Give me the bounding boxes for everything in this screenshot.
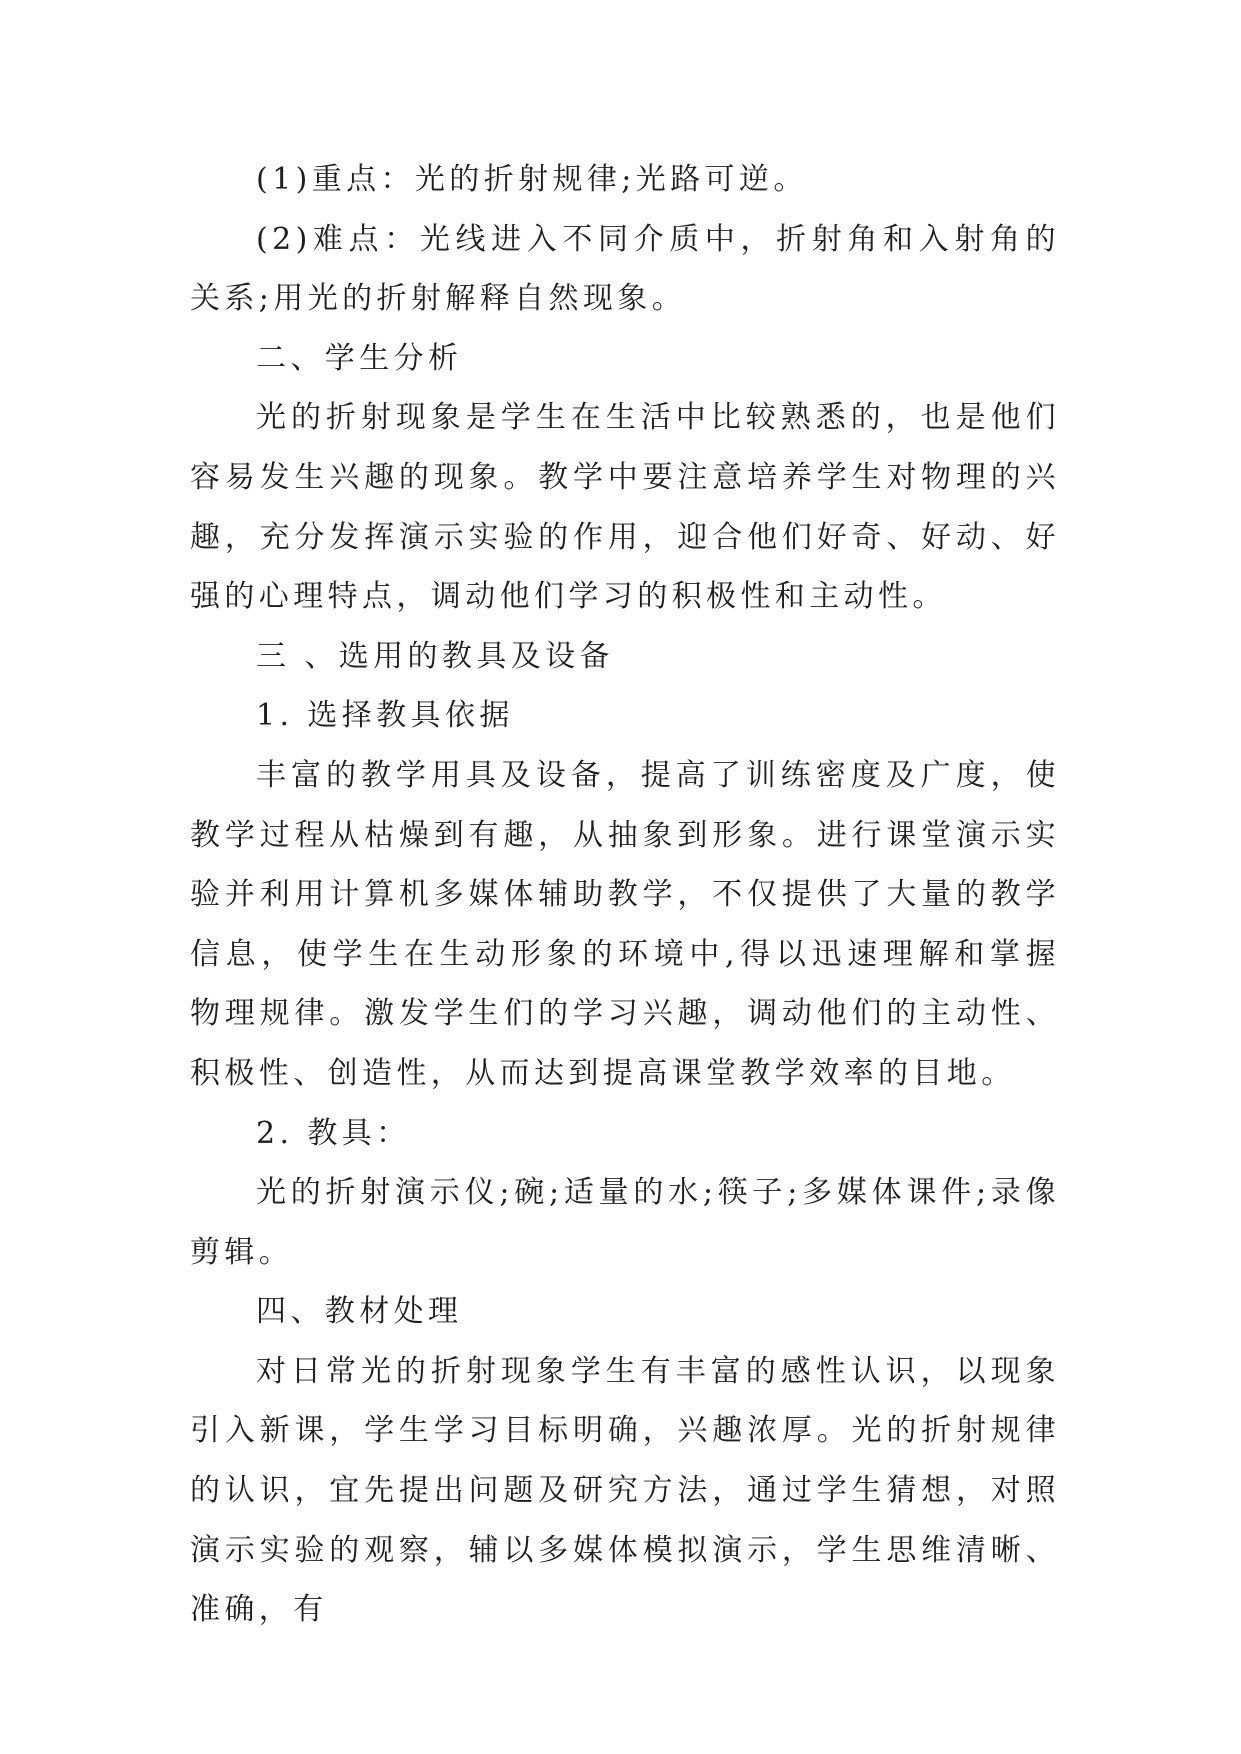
section-heading-teaching-aids: 三 、选用的教具及设备 (256, 638, 614, 674)
key-point-paragraph: (1)重点：光的折射规律;光路可逆。 (256, 162, 808, 197)
subheading-teaching-aids: 2. 教具： (256, 1115, 411, 1151)
document-body (190, 150, 1060, 1640)
student-analysis-paragraph: 光的折射现象是学生在生活中比较熟悉的，也是他们容易发生兴趣的现象。教学中要注意培养学生对物理的兴趣，充分发挥演示实验的作用，迎合他们好奇、好动、好强的心理特点，调动他们学习的积极性和主动性。 (190, 400, 1060, 615)
section-heading-student-analysis: 二、学生分析 (256, 340, 463, 376)
subheading-selection-basis: 1. 选择教具依据 (256, 698, 514, 734)
teaching-aids-list-paragraph: 光的折射演示仪;碗;适量的水;筷子;多媒体课件;录像剪辑。 (190, 1175, 1060, 1270)
selection-basis-paragraph: 丰富的教学用具及设备，提高了训练密度及广度，使教学过程从枯燥到有趣，从抽象到形象。进行课堂演示实验并利用计算机多媒体辅助教学，不仅提供了大量的教学信息，使学生在生动形象的环境中,得以迅速理解和掌握物理规律。激发学生们的学习兴趣，调动他们的主动性、积极性、创造性，从而达到提高课堂教学效率的目地。 (190, 757, 1060, 1091)
section-heading-material-handling: 四、教材处理 (256, 1294, 463, 1330)
material-handling-paragraph: 对日常光的折射现象学生有丰富的感性认识，以现象引入新课，学生学习目标明确，兴趣浓厚。光的折射规律的认识，宜先提出问题及研究方法，通过学生猜想，对照演示实验的观察，辅以多媒体模拟演示，学生思维清晰、准确，有 (190, 1353, 1060, 1628)
difficulty-paragraph: (2)难点：光线进入不同介质中，折射角和入射角的关系;用光的折射解释自然现象。 (190, 221, 1060, 317)
